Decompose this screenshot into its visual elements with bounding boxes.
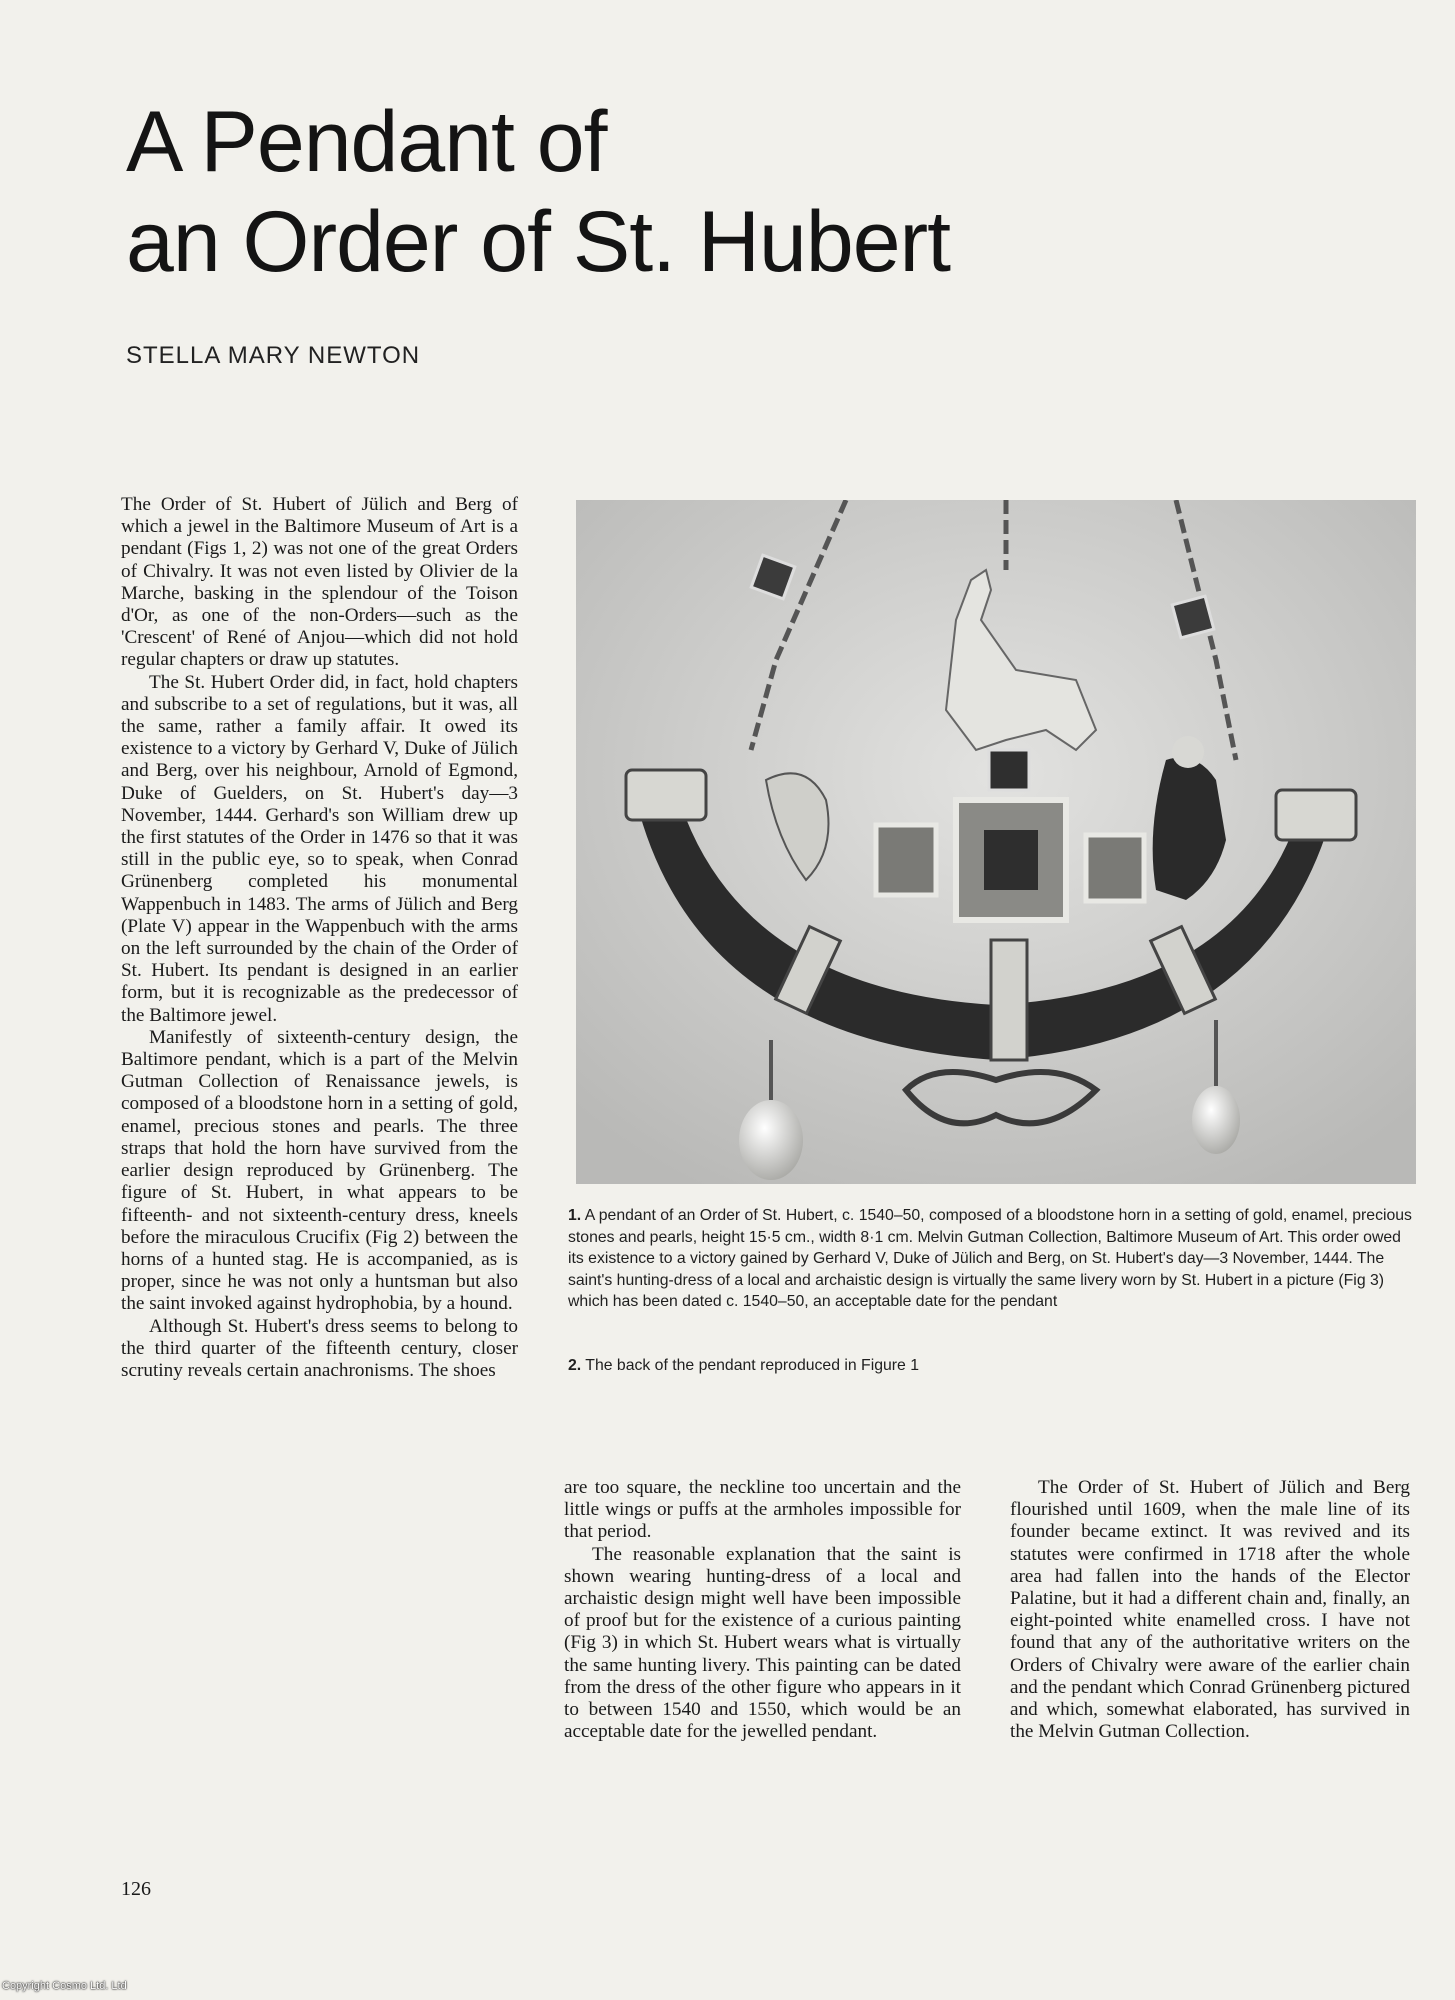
text-column-3: [1010, 1477, 1410, 1743]
author-byline: STELLA MARY NEWTON: [126, 342, 421, 369]
title-line-2: an Order of St. Hubert: [126, 194, 951, 290]
pendant-illustration: [576, 500, 1416, 1184]
paragraph: The Order of St. Hubert of Jülich and Berg flourished until 1609, when the male line of its founder became extinct. It was revived and its statutes were confirmed in 1718 after the whole area had fallen into the hands of the Elector Palatine, but it had a different chain and, finally, an eight-pointed white enamelled cross. I have not found that any of the authoritative writers on the Orders of Chivalry were aware of the earlier chain and the pendant which Conrad Grünenberg pictured and which, somewhat elaborated, has survived in the Melvin Gutman Collection.: [1010, 1477, 1410, 1743]
article-title: [126, 92, 1126, 292]
pendant-photograph: [576, 500, 1416, 1184]
text-column-1: [121, 494, 518, 1382]
figure-2-caption: [568, 1355, 1413, 1377]
paragraph: The reasonable explanation that the saint is shown wearing hunting-dress of a local and archaistic design might well have been impossible of proof but for the existence of a curious painting (Fig 3) in which St. Hubert wears what is virtually the same hunting livery. This painting can be dated from the dress of the other figure who appears in it to between 1540 and 1550, which would be an acceptable date for the jewelled pendant.: [564, 1543, 961, 1743]
paragraph: are too square, the neckline too uncertain and the little wings or puffs at the armholes impossible for that period.: [564, 1477, 961, 1543]
copyright-watermark: Copyright Cosmo Ltd. Ltd: [2, 1980, 127, 1992]
figure-1-caption: [568, 1205, 1413, 1313]
text-column-2: [564, 1477, 961, 1743]
paragraph: The Order of St. Hubert of Jülich and Berg of which a jewel in the Baltimore Museum of Art is a pendant (Figs 1, 2) was not one of the great Orders of Chivalry. It was not even listed by Olivier de la Marche, basking in the splendour of the Toison d'Or, as one of the non-Orders—such as the 'Crescent' of René of Anjou—which did not hold regular chapters or draw up statutes.: [121, 494, 518, 671]
figure-1-caption-text: A pendant of an Order of St. Hubert, c. 1540–50, composed of a bloodstone horn in a setting of gold, enamel, precious stones and pearls, height 15·5 cm., width 8·1 cm. Melvin Gutman Collection, Baltimore Museum of Art. This order owed its existence to a victory gained by Gerhard V, Duke of Jülich and Berg, on St. Hubert's day—3 November, 1444. The saint's hunting-dress of a local and archaistic design is virtually the same livery worn by St. Hubert in a picture (Fig 3) which has been dated c. 1540–50, an acceptable date for the pendant: [568, 1207, 1412, 1310]
paragraph: Although St. Hubert's dress seems to belong to the third quarter of the fifteenth century, closer scrutiny reveals certain anachronisms. The shoes: [121, 1315, 518, 1381]
page-number: 126: [121, 1878, 151, 1900]
figure-1-number: 1.: [568, 1207, 582, 1224]
paragraph: Manifestly of sixteenth-century design, the Baltimore pendant, which is a part of the Melvin Gutman Collection of Renaissance jewels, is composed of a bloodstone horn in a setting of gold, enamel, precious stones and pearls. The three straps that hold the horn have survived from the earlier design reproduced by Grünenberg. The figure of St. Hubert, in what appears to be fifteenth- and not sixteenth-century dress, kneels before the miraculous Crucifix (Fig 2) between the horns of a hunted stag. He is accompanied, as is proper, since he was not only a huntsman but also the saint invoked against hydrophobia, by a hound.: [121, 1026, 518, 1315]
paragraph: The St. Hubert Order did, in fact, hold chapters and subscribe to a set of regulations, but it was, all the same, rather a family affair. It owed its existence to a victory by Gerhard V, Duke of Jülich and Berg, over his neighbour, Arnold of Egmond, Duke of Guelders, on St. Hubert's day—3 November, 1444. Gerhard's son William drew up the first statutes of the Order in 1476 so that it was still in the public eye, so to speak, when Conrad Grünenberg completed his monumental Wappenbuch in 1483. The arms of Jülich and Berg (Plate V) appear in the Wappenbuch with the arms on the left surrounded by the chain of the Order of St. Hubert. Its pendant is designed in an earlier form, but it is recognizable as the predecessor of the Baltimore jewel.: [121, 671, 518, 1026]
title-line-1: A Pendant of: [126, 94, 607, 190]
figure-2-number: 2.: [568, 1357, 582, 1374]
figure-2-caption-text: The back of the pendant reproduced in Figure 1: [585, 1357, 920, 1374]
